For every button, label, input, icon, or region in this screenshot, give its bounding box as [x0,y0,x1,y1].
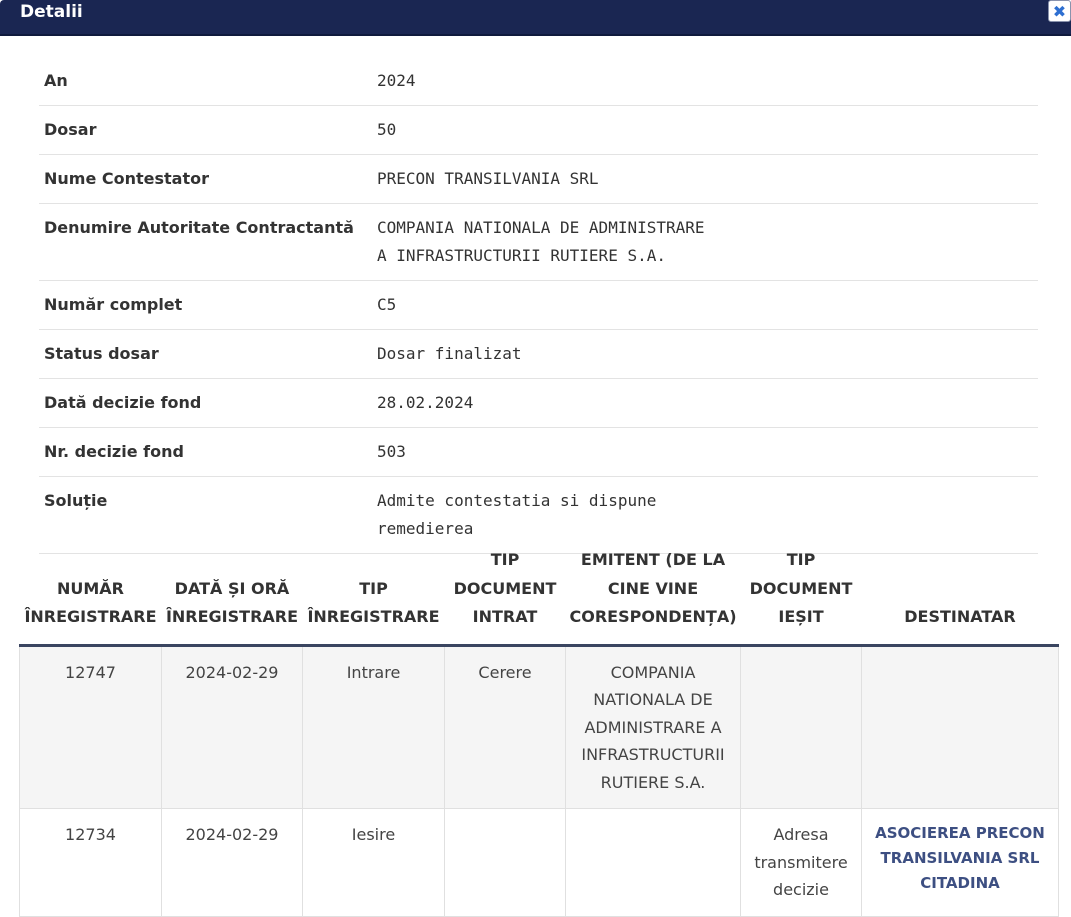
dialog-title: Detalii [20,2,83,22]
detail-value: PRECON TRANSILVANIA SRL [372,155,1038,204]
detail-row-data-decizie [39,379,1038,428]
detail-value: 50 [372,106,1038,155]
details-table [39,57,1038,554]
detail-value: 503 [372,428,1038,477]
dialog-titlebar [0,0,1071,36]
column-header-emitent[interactable]: EMITENT (DE LA CINE VINE CORESPONDENȚA) [566,546,741,645]
cell-tip-iesit: Adresa transmitere decizie [741,809,862,917]
detail-label: Dată decizie fond [39,379,372,428]
cell-tip-intrat: Cerere [445,645,566,809]
detail-row-status [39,330,1038,379]
table-row [20,809,1059,917]
detail-row-solutie [39,477,1038,554]
detail-label: Nume Contestator [39,155,372,204]
detail-label: Număr complet [39,281,372,330]
column-header-tip-intrat[interactable]: TIP DOCUMENT INTRAT [445,546,566,645]
detail-row-dosar [39,106,1038,155]
detail-label: Denumire Autoritate Contractantă [39,204,372,281]
detail-label: Dosar [39,106,372,155]
detail-row-contestator [39,155,1038,204]
column-header-destinatar[interactable]: DESTINATAR [862,546,1059,645]
column-header-tip-iesit[interactable]: TIP DOCUMENT IEȘIT [741,546,862,645]
column-header-numar[interactable]: NUMĂR ÎNREGISTRARE [20,546,162,645]
detail-value: Admite contestatia si dispune remedierea [372,477,1038,554]
cell-tip-inregistrare: Intrare [303,645,445,809]
close-icon[interactable]: ✖ [1048,0,1071,22]
detail-value: Dosar finalizat [372,330,1038,379]
cell-data: 2024-02-29 [162,809,303,917]
detail-row-nr-decizie [39,428,1038,477]
cell-numar: 12734 [20,809,162,917]
column-header-tip-inregistrare[interactable]: TIP ÎNREGISTRARE [303,546,445,645]
registry-header-row [20,546,1059,645]
detail-label: Soluție [39,477,372,554]
detail-label: Status dosar [39,330,372,379]
detail-value: C5 [372,281,1038,330]
column-header-data[interactable]: DATĂ ȘI ORĂ ÎNREGISTRARE [162,546,303,645]
registry-table [19,546,1059,917]
detail-label: An [39,57,372,106]
cell-emitent [566,809,741,917]
cell-destinatar[interactable] [862,645,1059,809]
detail-row-autoritate [39,204,1038,281]
cell-numar: 12747 [20,645,162,809]
detail-row-numar-complet [39,281,1038,330]
cell-tip-intrat [445,809,566,917]
detail-row-an [39,57,1038,106]
cell-tip-inregistrare: Iesire [303,809,445,917]
cell-emitent: COMPANIA NATIONALA DE ADMINISTRARE A INFRASTRUCTURII RUTIERE S.A. [566,645,741,809]
detail-value: 2024 [372,57,1038,106]
detail-value: 28.02.2024 [372,379,1038,428]
cell-destinatar[interactable]: ASOCIEREA PRECON TRANSILVANIA SRL CITADINA [862,809,1059,917]
table-row [20,645,1059,809]
detail-value: COMPANIA NATIONALA DE ADMINISTRARE A INFRASTRUCTURII RUTIERE S.A. [372,204,1038,281]
detail-label: Nr. decizie fond [39,428,372,477]
cell-data: 2024-02-29 [162,645,303,809]
cell-tip-iesit [741,645,862,809]
